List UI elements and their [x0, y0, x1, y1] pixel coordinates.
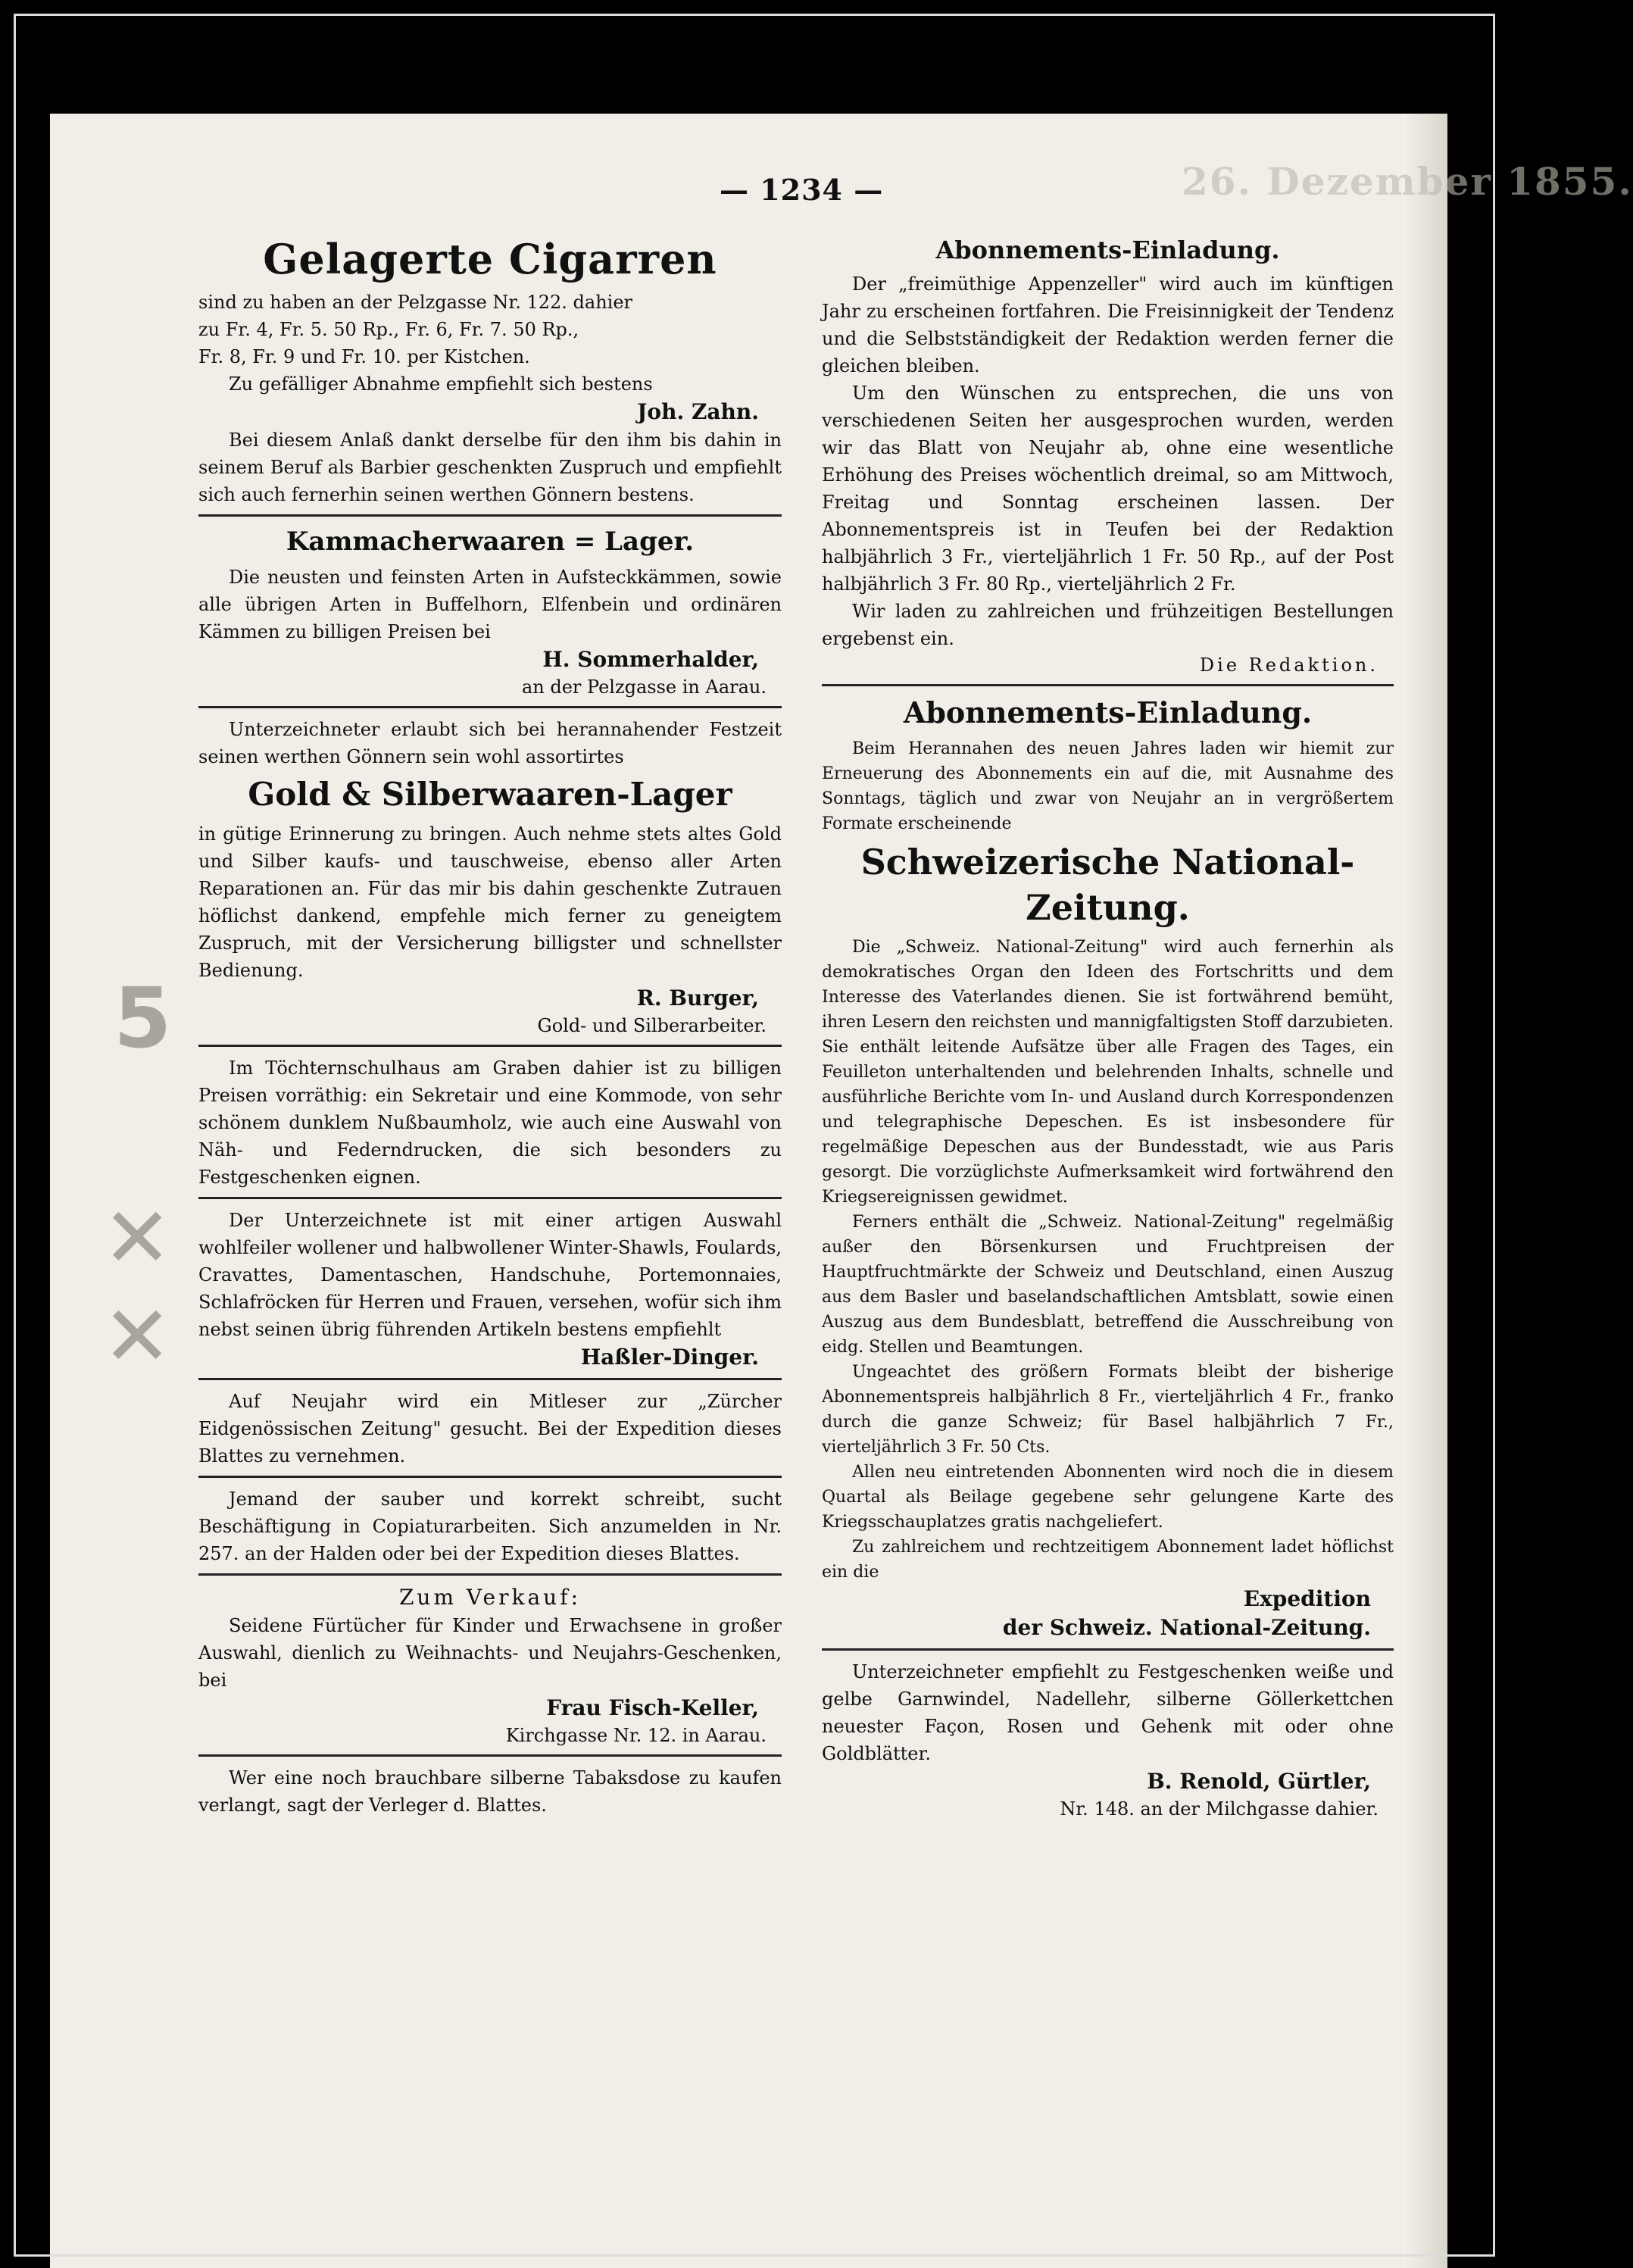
ad-text: Jemand der sauber und korrekt schreibt, sucht Beschäftigung in Copiaturarbeiten. Sich anzumelden in Nr. 257. an der Halden oder bei der Expedition dieses Blattes.	[198, 1489, 782, 1564]
ad-signature: Expedition	[1243, 1586, 1371, 1611]
ad-line: Fr. 8, Fr. 9 und Fr. 10. per Kistchen.	[198, 346, 530, 367]
ad-text: Bei diesem Anlaß dankt derselbe für den ihm bis dahin in seinem Beruf als Barbier geschenkten Zuspruch und empfiehlt sich auch fernerhin seinen werthen Gönnern bestens.	[198, 430, 782, 505]
ad-signature: Frau Fisch-Keller,	[546, 1695, 759, 1720]
ad-signature-sub: an der Pelzgasse in Aarau.	[521, 676, 767, 698]
ad-text: Ferners enthält die „Schweiz. National-Zeitung" regelmäßig außer den Börsenkursen und Fruchtpreisen der Hauptfruchtmärkte der Schweiz und Deutschland, einen Auszug aus dem Basler und baselandschaftlichen Amtsblatt, sowie einen Auszug aus dem Bundesblatt, betreffend die Ausschreibung von eidg. Stellen und Beamtungen.	[822, 1213, 1394, 1357]
page-edge	[1402, 114, 1447, 2268]
ad-text: Der Unterzeichnete ist mit einer artigen Auswahl wohlfeiler wollener und halbwollener Winter-Shawls, Foulards, Cravattes, Damentaschen, Handschuhe, Portemonnaies, Schlafröcken für Herren und Frauen, versehen, wofür sich ihm nebst seinen übrig führenden Artikeln bestens empfiehlt	[198, 1210, 782, 1340]
ad-appenzeller-abo	[822, 234, 1394, 678]
ad-signature: Joh. Zahn.	[637, 399, 759, 424]
ad-kamm	[198, 524, 782, 700]
ad-toechterschule	[198, 1054, 782, 1191]
masthead-title: Schweizerische National-Zeitung.	[860, 842, 1355, 928]
ad-schreiber	[198, 1485, 782, 1567]
ad-signature-sub: Kirchgasse Nr. 12. in Aarau.	[505, 1725, 767, 1746]
divider	[198, 1045, 782, 1047]
ad-renold	[822, 1658, 1394, 1822]
divider	[198, 1378, 782, 1380]
ad-cigarren	[198, 234, 782, 508]
divider	[198, 514, 782, 517]
ad-text: Die neusten und feinsten Arten in Aufsteckkämmen, sowie alle übrigen Arten in Buffelhorn, Elfenbein und ordinären Kämmen zu billigen Preisen bei	[198, 567, 782, 642]
ad-signature: H. Sommerhalder,	[542, 647, 759, 672]
ad-title: Gelagerte Cigarren	[263, 235, 717, 283]
ad-title: Abonnements-Einladung.	[903, 695, 1313, 729]
bleed-through-header: 26. Dezember 1855.	[1182, 159, 1633, 204]
ad-text: Allen neu eintretenden Abonnenten wird noch die in diesem Quartal als Beilage gegebene sehr gelungene Karte des Kriegsschauplatzes gratis nachgeliefert.	[822, 1463, 1394, 1532]
ad-mitleser	[198, 1388, 782, 1470]
ad-verkauf	[198, 1583, 782, 1748]
divider	[822, 684, 1394, 686]
divider	[822, 1648, 1394, 1651]
ad-text: Auf Neujahr wird ein Mitleser zur „Zürcher Eidgenössischen Zeitung" gesucht. Bei der Expedition dieses Blattes zu vernehmen.	[198, 1391, 782, 1467]
ad-signature: B. Renold, Gürtler,	[1147, 1769, 1371, 1794]
ad-text: Wer eine noch brauchbare silberne Tabaksdose zu kaufen verlangt, sagt der Verleger d. Blattes.	[198, 1767, 782, 1816]
ad-winter	[198, 1207, 782, 1372]
right-column	[822, 231, 1394, 1822]
ad-tabakdose	[198, 1764, 782, 1819]
margin-mark-5: 5	[114, 970, 172, 1067]
margin-mark-x2: ✕	[102, 1288, 173, 1385]
ad-text: Die „Schweiz. National-Zeitung" wird auch fernerhin als demokratisches Organ den Ideen des Fortschritts und dem Interesse des Vaterlandes dienen. Sie ist fortwährend bemüht, ihren Lesern den reichsten und mannigfaltigsten Stoff darzubieten. Sie enthält leitende Aufsätze über alle Fragen des Tages, ein Feuilleton unterhaltenden und belehrenden Inhalts, schnelle und ausführliche Berichte vom In- und Ausland durch Korrespondenzen und telegraphische Depeschen. Es ist insbesondere für regelmäßige Depeschen aus der Bundesstadt, wie aus Paris gesorgt. Die vorzüglichste Aufmerksamkeit wird fortwährend den Kriegsereignissen gewidmet.	[822, 938, 1394, 1207]
ad-title: Gold & Silberwaaren-Lager	[248, 776, 732, 813]
left-column	[198, 231, 782, 1819]
ad-title: Kammacherwaaren = Lager.	[286, 526, 695, 557]
ad-gold	[198, 716, 782, 1039]
ad-signature-line2: der Schweiz. National-Zeitung.	[1002, 1615, 1371, 1640]
ad-signature-sub: Nr. 148. an der Milchgasse dahier.	[1060, 1798, 1379, 1820]
ad-title: Abonnements-Einladung.	[935, 236, 1280, 264]
ad-text: Seidene Fürtücher für Kinder und Erwachsene in großer Auswahl, dienlich zu Weihnachts- und Neujahrs-Geschenken, bei	[198, 1615, 782, 1691]
ad-signature-sub: Gold- und Silberarbeiter.	[537, 1015, 767, 1036]
divider	[198, 1476, 782, 1478]
ad-text: Der „freimüthige Appenzeller" wird auch im künftigen Jahr zu erscheinen fortfahren. Die Freisinnigkeit der Tendenz und die Selbstständigkeit der Redaktion werden ferner die gleichen bleiben.	[822, 273, 1394, 376]
ad-text: Beim Herannahen des neuen Jahres laden wir hiemit zur Erneuerung des Abonnements ein auf die, mit Ausnahme des Sonntags, täglich und zwar von Neujahr an in vergrößertem Formate erscheinende	[822, 739, 1394, 833]
ad-text: Um den Wünschen zu entsprechen, die uns von verschiedenen Seiten her ausgesprochen wurden, werden wir das Blatt von Neujahr ab, ohne eine wesentliche Erhöhung des Preises wöchentlich dreimal, so am Mittwoch, Freitag und Sonntag erscheinen lassen. Der Abonnementspreis ist in Teufen bei der Redaktion halbjährlich 3 Fr., vierteljährlich 1 Fr. 50 Rp., auf der Post halbjährlich 3 Fr. 80 Rp., vierteljährlich 2 Fr.	[822, 383, 1394, 595]
ad-text: Wir laden zu zahlreichen und frühzeitigen Bestellungen ergebenst ein.	[822, 601, 1394, 649]
ad-text: in gütige Erinnerung zu bringen. Auch nehme stets altes Gold und Silber kaufs- und tauschweise, ebenso aller Arten Reparationen an. Für das mir bis dahin geschenkte Zutrauen höflichst dankend, empfehle mich ferner zu geneigtem Zuspruch, mit der Versicherung billigster und schnellster Bedienung.	[198, 823, 782, 981]
ad-text: Im Töchternschulhaus am Graben dahier ist zu billigen Preisen vorräthig: ein Sekretair und eine Kommode, von sehr schönem dunklem Nußbaumholz, wie auch eine Auswahl von Näh- und Federndrucken, die sich besonders zu Festgeschenken eignen.	[198, 1057, 782, 1188]
divider	[198, 706, 782, 708]
divider	[198, 1573, 782, 1576]
ad-signature: Haßler-Dinger.	[580, 1345, 759, 1370]
ad-line: zu Fr. 4, Fr. 5. 50 Rp., Fr. 6, Fr. 7. 50 Rp.,	[198, 319, 579, 340]
ad-line: Zu gefälliger Abnahme empfiehlt sich bestens	[229, 373, 653, 395]
page-number: — 1234 —	[720, 173, 884, 207]
ad-text: Zu zahlreichem und rechtzeitigem Abonnement ladet höflichst ein die	[822, 1538, 1394, 1582]
ad-signature: Die Redaktion.	[1199, 654, 1379, 676]
ad-text: Ungeachtet des größern Formats bleibt der bisherige Abonnementspreis halbjährlich 8 Fr., vierteljährlich 4 Fr., franko durch die ganze Schweiz; für Basel halbjährlich 7 Fr., vierteljährlich 3 Fr. 50 Cts.	[822, 1363, 1394, 1457]
ad-text: Unterzeichneter empfiehlt zu Festgeschenken weiße und gelbe Garnwindel, Nadellehr, silberne Göllerkettchen neuester Façon, Rosen und Gehenk mit oder ohne Goldblätter.	[822, 1661, 1394, 1764]
divider	[198, 1754, 782, 1757]
ad-signature: R. Burger,	[636, 986, 759, 1011]
margin-mark-x1: ✕	[102, 1189, 173, 1286]
ad-nationalzeitung-abo	[822, 694, 1394, 1642]
ad-line: sind zu haben an der Pelzgasse Nr. 122. dahier	[198, 292, 633, 313]
ad-intro: Unterzeichneter erlaubt sich bei herannahender Festzeit seinen werthen Gönnern sein wohl assortirtes	[198, 719, 782, 767]
ad-title: Zum Verkauf:	[398, 1585, 582, 1610]
divider	[198, 1197, 782, 1199]
